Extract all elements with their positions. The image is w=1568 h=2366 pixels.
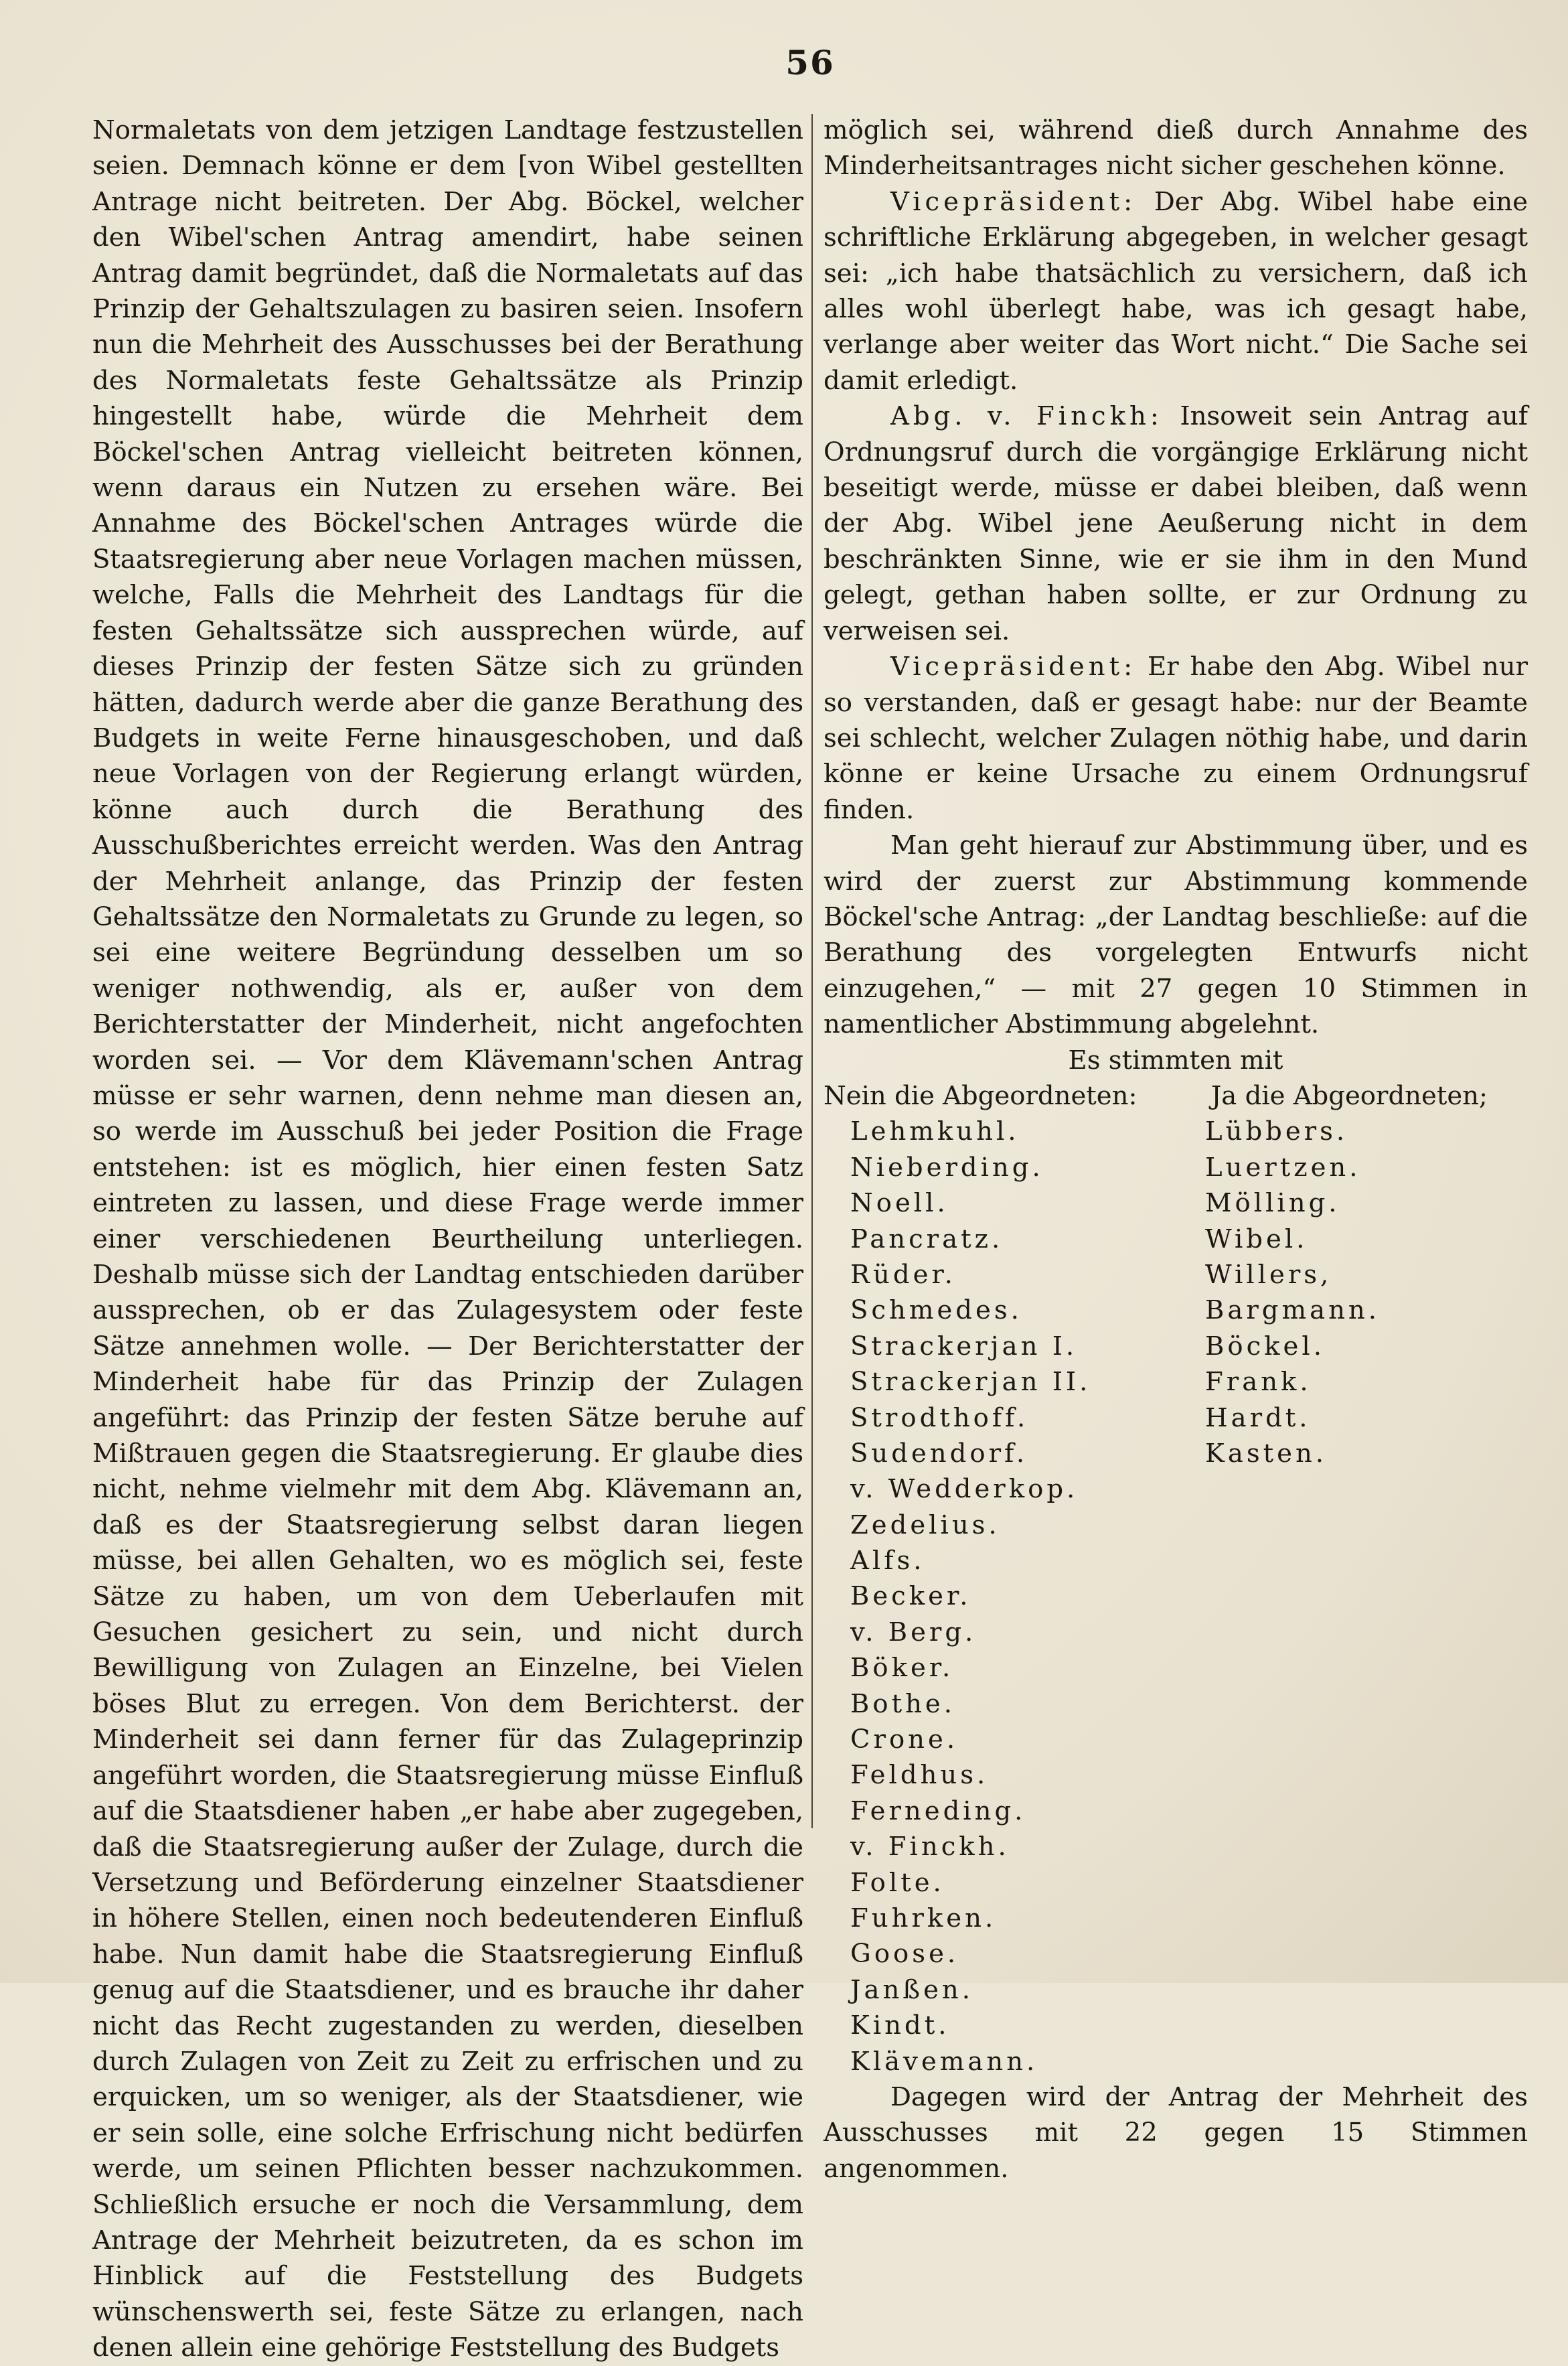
paragraph-vicepresident-1 <box>824 184 1528 398</box>
nein-voter-name: Strackerjan II. <box>850 1367 1091 1398</box>
vote-header: Es stimmten mit <box>1068 1045 1283 1076</box>
nein-vote-list <box>824 1114 1198 2079</box>
speech-text: Er habe den Abg. Wibel nur so verstanden, daß er gesagt habe: nur der Beamte sei schlecht, welcher Zulagen nöthig habe, und darin könne er keine Ursache zu einem Ordnungsruf finden. <box>824 652 1528 825</box>
nein-voter-name: Strodthoff. <box>850 1402 1029 1433</box>
nein-voter-name: Noell. <box>850 1188 949 1219</box>
column-divider <box>811 114 813 1828</box>
nein-voter-name: Folte. <box>850 1867 945 1898</box>
left-column-text: Normaletats von dem jetzigen Landtage festzustellen seien. Demnach könne er dem [von Wibel gestellten Antrage nicht beitreten. Der Abg. Böckel, welcher den Wibel'schen Antrag amendirt, habe seinen Antrag damit begründet, daß die Normaletats auf das Prinzip der Gehaltszulagen zu basiren seien. Insofern nun die Mehrheit des Ausschusses bei der Berathung des Normaletats feste Gehaltssätze als Prinzip hingestellt habe, würde die Mehrheit dem Böckel'schen Antrag vielleicht beitreten können, wenn daraus ein Nutzen zu ersehen wäre. Bei Annahme des Böckel'schen Antrages würde die Staatsregierung aber neue Vorlagen machen müssen, welche, Falls die Mehrheit des Landtags für die festen Gehaltssätze sich aussprechen würde, auf dieses Prinzip der festen Sätze sich zu gründen hätten, dadurch werde aber die ganze Berathung des Budgets in weite Ferne hinausgeschoben, und daß neue Vorlagen von der Regierung erlangt würden, könne auch durch die Berathung des Ausschußberichtes erreicht werden. Was den Antrag der Mehrheit anlange, das Prinzip der festen Gehaltssätze den Normaletats zu Grunde zu legen, so sei eine weitere Begründung desselben um so weniger nothwendig, als er, außer von dem Berichterstatter der Minderheit, nicht angefochten worden sei. — Vor dem Klävemann'schen Antrag müsse er sehr warnen, denn nehme man diesen an, so werde im Ausschuß bei jeder Position die Frage entstehen: ist es möglich, hier einen festen Satz eintreten zu lassen, und diese Frage werde immer einer verschiedenen Beurtheilung unterliegen. Deshalb müsse sich der Landtag entschieden darüber aussprechen, ob er das Zulagesystem oder feste Sätze annehmen wolle. — Der Berichterstatter der Minderheit habe für das Prinzip der Zulagen angeführt: das Prinzip der festen Sätze beruhe auf Mißtrauen gegen die Staatsregierung. Er glaube dies nicht, nehme vielmehr mit dem Abg. Klävemann an, daß es der Staatsregierung selbst daran liegen müsse, bei allen Gehalten, wo es möglich sei, feste Sätze zu haben, um von dem Ueberlaufen mit Gesuchen gesichert zu sein, und nicht durch Bewilligung von Zulagen an Einzelne, bei Vielen böses Blut zu erregen. Von dem Berichterst. der Minderheit sei dann ferner für das Zulageprinzip angeführt worden, die Staatsregierung müsse Einfluß auf die Staatsdiener haben „er habe aber zugegeben, daß die Staatsregierung außer der Zulage, durch die Versetzung und Beförderung einzelner Staatsdiener in höhere Stellen, einen noch bedeutenderen Einfluß habe. Nun damit habe die Staatsregierung Einfluß genug auf die Staatsdiener, und es brauche ihr daher nicht das Recht zugestanden zu werden, dieselben durch Zulagen von Zeit zu Zeit zu erfrischen und zu erquicken, um so weniger, als der Staatsdiener, wie er sein solle, eine solche Erfrischung nicht bedürfen werde, um seinen Pflichten besser nachzukommen. Schließlich ersuche er noch die Versammlung, dem Antrage der Mehrheit beizutreten, da es schon im Hinblick auf die Feststellung des Budgets wünschenswerth sei, feste Sätze zu erlangen, nach denen allein eine gehörige Feststellung des Budgets <box>92 115 803 2363</box>
paragraph-finckh <box>824 398 1528 649</box>
nein-voter-name: Strackerjan I. <box>850 1331 1078 1361</box>
nein-voter-name: v. Finckh. <box>850 1832 1010 1862</box>
nein-voter-name: Janßen. <box>850 1974 974 2005</box>
nein-voter-name: Klävemann. <box>850 2046 1038 2077</box>
vote-lists <box>824 1114 1528 2079</box>
paragraph-continuation: möglich sei, während dieß durch Annahme des Minderheitsantrages nicht sicher geschehen könne. <box>824 115 1528 181</box>
ja-voter-name: Lübbers. <box>1205 1116 1348 1147</box>
vote-column-labels <box>824 1078 1528 1114</box>
ja-voter-name: Mölling. <box>1205 1188 1340 1219</box>
nein-voter-name: Schmedes. <box>850 1295 1022 1326</box>
nein-voter-name: v. Wedderkop. <box>850 1474 1079 1505</box>
ja-voter-name: Luertzen. <box>1205 1152 1361 1183</box>
ja-voter-name: Willers, <box>1205 1259 1332 1290</box>
paragraph-result: Dagegen wird der Antrag der Mehrheit des Ausschusses mit 22 gegen 15 Stimmen angenommen. <box>824 2081 1528 2184</box>
nein-voter-name: Pancratz. <box>850 1224 1004 1254</box>
nein-label: Nein die Abgeordneten: <box>824 1080 1138 1111</box>
left-column <box>92 113 803 2366</box>
nein-voter-name: Rüder. <box>850 1259 956 1290</box>
ja-voter-name: Frank. <box>1205 1367 1312 1398</box>
nein-voter-name: Sudendorf. <box>850 1438 1028 1469</box>
ja-voter-name: Hardt. <box>1205 1402 1311 1433</box>
paragraph-vote-intro: Man geht hierauf zur Abstimmung über, und es wird der zuerst zur Abstimmung kommende Böckel'sche Antrag: „der Landtag beschließe: auf die Berathung des vorgelegten Entwurfs nicht einzugehen,“ — mit 27 gegen 10 Stimmen in namentlicher Abstimmung abgelehnt. <box>824 830 1528 1040</box>
nein-voter-name: Lehmkuhl. <box>850 1116 1020 1147</box>
speech-text: Der Abg. Wibel habe eine schriftliche Erklärung abgegeben, in welcher gesagt sei: „ich habe thatsächlich zu versichern, daß ich alles wohl überlegt habe, was ich gesagt habe, verlange aber weiter das Wort nicht.“ Die Sache sei damit erledigt. <box>824 186 1528 396</box>
ja-voter-name: Wibel. <box>1205 1224 1308 1254</box>
nein-voter-name: Ferneding. <box>850 1795 1026 1826</box>
ja-label: Ja die Abgeordneten; <box>1210 1080 1488 1111</box>
nein-voter-name: v. Berg. <box>850 1617 977 1647</box>
nein-voter-name: Bothe. <box>850 1688 956 1719</box>
speaker-label: Vicepräsident: <box>890 652 1137 682</box>
nein-voter-name: Fuhrken. <box>850 1903 997 1933</box>
speaker-label: Vicepräsident: <box>890 186 1137 217</box>
nein-voter-name: Goose. <box>850 1939 959 1970</box>
right-column <box>824 113 1528 2187</box>
ja-vote-list <box>1198 1114 1526 2079</box>
speech-text: Insoweit sein Antrag auf Ordnungsruf durch die vorgängige Erklärung nicht beseitigt werde, müsse er dabei bleiben, daß wenn der Abg. Wibel jene Aeußerung nicht in dem beschränkten Sinne, wie er sie ihm in den Mund gelegt, gethan haben sollte, er zur Ordnung zu verweisen sei. <box>824 401 1528 646</box>
nein-voter-name: Böker. <box>850 1653 954 1684</box>
paragraph-vicepresident-2 <box>824 649 1528 828</box>
ja-voter-name: Kasten. <box>1205 1438 1328 1469</box>
nein-voter-name: Crone. <box>850 1724 959 1755</box>
page-number: 56 <box>785 43 835 82</box>
nein-voter-name: Becker. <box>850 1581 971 1612</box>
nein-voter-name: Feldhus. <box>850 1760 989 1791</box>
nein-voter-name: Zedelius. <box>850 1509 1000 1540</box>
nein-voter-name: Alfs. <box>850 1546 925 1576</box>
ja-voter-name: Bargmann. <box>1205 1295 1381 1326</box>
ja-voter-name: Böckel. <box>1205 1331 1325 1361</box>
nein-voter-name: Kindt. <box>850 2010 950 2041</box>
speaker-label: Abg. v. Finckh: <box>890 401 1163 432</box>
nein-voter-name: Nieberding. <box>850 1152 1044 1183</box>
